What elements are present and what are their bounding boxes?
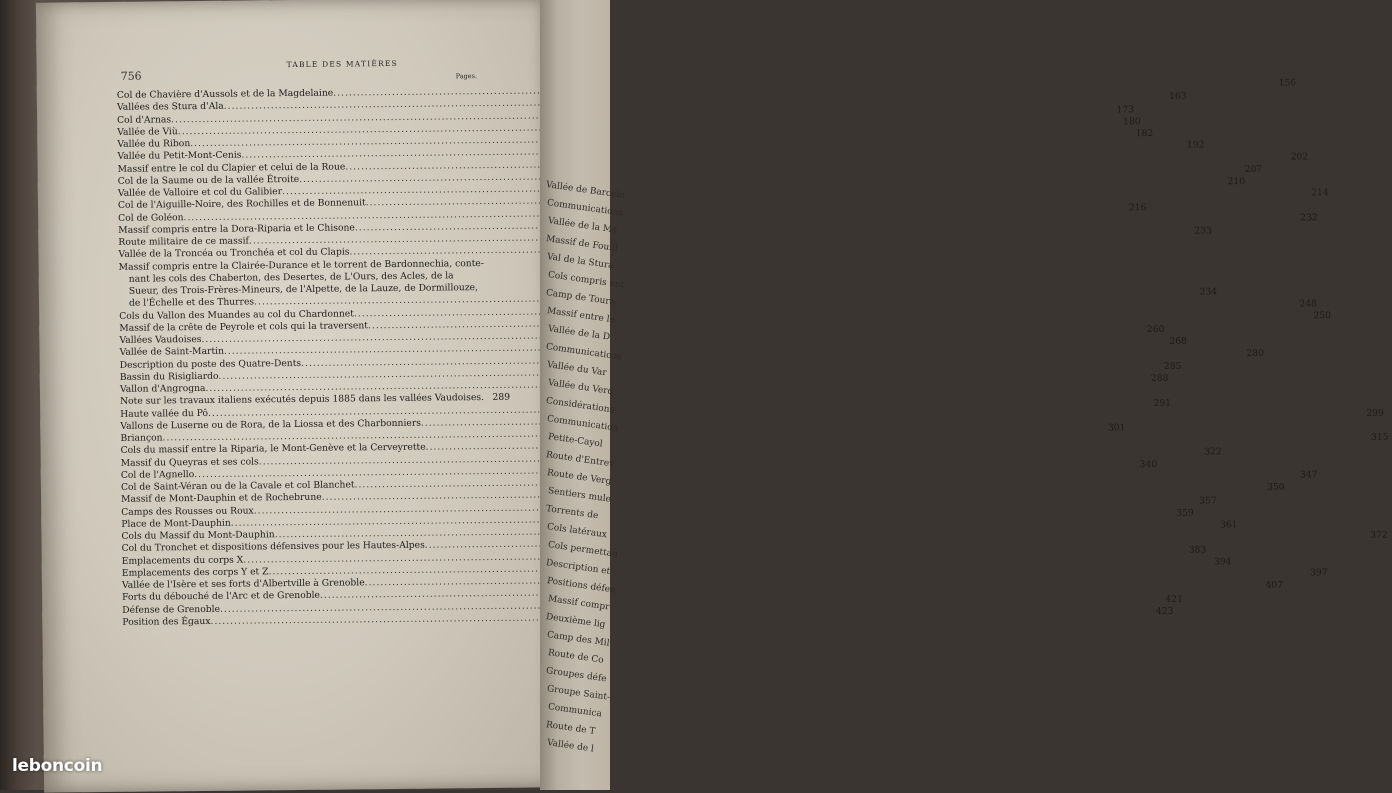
toc-entry-title: Haute vallée du Pô [120, 407, 208, 419]
toc-entry-page: 357 [1191, 495, 1217, 506]
facing-page-text-fragment: Communication [546, 414, 619, 434]
facing-page-text-fragment: Positions défen [546, 576, 616, 596]
toc-entry-page: 214 [1303, 187, 1329, 198]
toc-entry-page: 322 [1196, 446, 1222, 457]
toc-entry-title: Col de la Saume ou de la vallée Étroite [118, 174, 300, 187]
facing-page-edge [540, 0, 610, 790]
facing-page-text-fragment: Vallée du Var [546, 360, 607, 378]
toc-entry-title: Emplacements des corps Y et Z [122, 566, 269, 579]
toc-entry-title: Sueur, des Trois-Frères-Mineurs, de l'Alpette, de la Lauze, de Dormillouze, [129, 282, 478, 297]
toc-entry-page: 372 [1362, 530, 1388, 541]
toc-entry-title: Col du Tronchet et dispositions défensives pour les Hautes-Alpes [122, 540, 425, 554]
toc-entry-title: Col de l'Aiguille-Noire, des Rochilles et de Bonnenuit [118, 197, 366, 211]
facing-page-text-fragment: Description et [545, 558, 610, 577]
photo-scene [0, 0, 593, 790]
toc-entry-title: Massif entre le col du Clapier et celui de la Roue [118, 161, 346, 174]
facing-page-text-fragment: Massif compr [547, 594, 610, 613]
facing-page-text-fragment: Deuxième lig [545, 612, 606, 630]
toc-entry-title: Forts du débouché de l'Arc et de Grenoble [122, 590, 320, 603]
toc-entry-page: 394 [1205, 556, 1231, 567]
facing-page-text-fragment: Route de T [545, 720, 596, 737]
toc-entry-page: 280 [1238, 347, 1264, 358]
toc-entry-title: Route militaire de ce massif [118, 235, 249, 247]
toc-entry-page: 216 [1120, 202, 1146, 213]
toc-entry-title: Place de Mont-Dauphin [121, 517, 231, 529]
toc-entry-title: Vallées des Stura d'Ala [117, 101, 224, 113]
facing-page-text-fragment: Camp de Tourn [545, 288, 616, 308]
facing-page-text-fragment: Communica [547, 702, 602, 719]
toc-entry-title: Bassin du Risigliardo [120, 371, 219, 383]
toc-entry-page: 268 [1161, 336, 1187, 347]
toc-entry-page: 182 [1127, 128, 1153, 139]
toc-entry-page: 361 [1212, 519, 1238, 530]
toc-entry-page: 232 [1292, 212, 1318, 223]
facing-page-text-fragment: Cols compris ent [547, 270, 624, 291]
toc-entry-title: Col de Saint-Véran ou de la Cavale et col Blanchet [121, 479, 355, 492]
toc-entry-title: Vallée de Valloire et col du Galibier [118, 186, 282, 199]
facing-page-text-fragment: Massif de Fouill [545, 234, 618, 254]
toc-entry-page: 301 [1099, 422, 1125, 433]
toc-entry-page: 260 [1138, 324, 1164, 335]
toc-entry-page: 397 [1302, 567, 1328, 578]
toc-entry-page: 173 [1108, 104, 1134, 115]
facing-page-text-fragment: Val de la Stura [546, 252, 614, 271]
toc-entry-title: Massif du Queyras et ses cols [121, 456, 259, 468]
toc-entry-page: 299 [1358, 407, 1384, 418]
toc-entry-title: Briançon [120, 432, 162, 443]
toc-entry-page: 347 [1291, 469, 1317, 480]
toc-entry-title: de l'Échelle et des Thurres [129, 297, 254, 309]
facing-page-text-fragment: Massif entre le [546, 306, 615, 325]
toc-entry-page: 289 [484, 392, 510, 403]
toc-entry-title: Vallée du Ribon [117, 138, 190, 150]
facing-page-text-fragment: Vallée de l [546, 738, 594, 754]
toc-entry-page: 421 [1157, 593, 1183, 604]
facing-page-text-fragment: Vallée de la D [547, 324, 610, 343]
toc-entry-page: 202 [1282, 151, 1308, 162]
toc-entry-title: Cols du massif entre la Riparia, le Mont-Genève et la Cerveyrette [121, 442, 426, 456]
facing-page-text-fragment: Cols permettan [547, 540, 618, 560]
toc-entry-title: Position des Égaux [122, 616, 210, 628]
toc-entry-page: 156 [1270, 77, 1296, 88]
toc-entry-title: Col de l'Agnello [121, 469, 195, 481]
table-of-contents [36, 0, 554, 793]
toc-entry-page: 288 [1142, 373, 1168, 384]
toc-entry-title: Note sur les travaux italiens exécutés depuis 1885 dans les vallées Vaudoises. [120, 392, 484, 407]
toc-entry-page: 207 [1236, 164, 1262, 175]
toc-entry-title: Col d'Arnas [117, 114, 171, 126]
toc-entry-page: 407 [1257, 580, 1283, 591]
facing-page-text-fragment: Communications [546, 198, 623, 219]
toc-entry-title: Vallée de la Troncéa ou Tronchéa et col du Clapis [118, 247, 349, 260]
toc-entry-title: Massif compris entre la Dora-Riparia et le Chisone [118, 222, 355, 235]
facing-page-text-fragment: Camp des Mil [546, 630, 610, 649]
toc-entry-title: Vallée de l'Isère et ses forts d'Albertville à Grenoble [122, 577, 365, 591]
facing-page-text-fragment: Groupe Saint- [546, 684, 610, 703]
toc-entry [122, 613, 488, 628]
facing-page-text-fragment: Groupes défe [545, 666, 607, 684]
page-number: 756 [121, 70, 142, 83]
toc-entry-page: 359 [1168, 507, 1194, 518]
toc-entry-title: Vallée de Viù [117, 126, 178, 138]
facing-page-text-fragment: Communications [545, 342, 622, 363]
toc-entry-page: 210 [1219, 176, 1245, 187]
facing-page-text-fragment: Vallée du Verd [547, 378, 614, 397]
facing-page-text-fragment: Considérations [545, 396, 614, 415]
facing-page-text-fragment: Vallée de la Ma [547, 216, 618, 236]
toc-entry-page: 350 [1259, 482, 1285, 493]
toc-entry-page: 234 [1191, 287, 1217, 298]
toc-entry-title: Massif de la crête de Peyrole et cols qui la traversent [119, 320, 368, 334]
toc-entry-page: 285 [1155, 360, 1181, 371]
toc-entry-title: Description du poste des Quatre-Dents [120, 357, 302, 370]
toc-entry-title: Cols du Vallon des Muandes au col du Chardonnet [119, 308, 354, 321]
toc-entry-title: Vallées Vaudoises [119, 334, 201, 346]
facing-page-text-fragment: Route de Verg [546, 468, 612, 487]
toc-entry-page: 315 [1363, 432, 1389, 443]
toc-entry-title: Col de Goléon [118, 212, 183, 224]
toc-entry-page: 248 [1291, 298, 1317, 309]
toc-entry-title: Défense de Grenoble [122, 603, 220, 615]
toc-entry-page: 163 [1161, 91, 1187, 102]
facing-page-text-fragment: Petite-Cayol [547, 432, 603, 450]
toc-entry-page: 423 [1147, 606, 1173, 617]
toc-entry-title: Massif compris entre la Clairée-Durance et le torrent de Bardonnechia, conte- [119, 258, 484, 273]
toc-entry-page: 192 [1178, 140, 1204, 151]
facing-page-text-fragment: Vallée de Barcelo [545, 180, 625, 201]
book-page [36, 0, 554, 793]
facing-page-text-fragment: Cols latéraux [546, 522, 607, 540]
toc-entry-page: 340 [1131, 459, 1157, 470]
page-header-title: TABLE DES MATIÈRES [286, 59, 397, 69]
facing-page-text-fragment: Sentiers mule [547, 486, 611, 505]
leboncoin-watermark: leboncoin [12, 756, 102, 776]
toc-entry-title: Cols du Massif du Mont-Dauphin [121, 529, 274, 542]
toc-entry-page: 250 [1305, 310, 1331, 321]
toc-entry-title: Col de Chavière d'Aussols et de la Magdelaine [117, 88, 333, 101]
facing-page-text-fragment: Route de Co [547, 648, 604, 666]
toc-entry-page: 383 [1180, 544, 1206, 555]
facing-page-text-fragment: Torrents de [545, 504, 599, 521]
toc-entry-title: nant les cols des Chaberton, des Desertes, de L'Ours, des Acles, de la [129, 270, 454, 284]
toc-entry-title: Vallon d'Angrogna [120, 383, 206, 395]
toc-entry-title: Emplacements du corps X [122, 554, 244, 566]
pages-column-label: Pages. [456, 72, 477, 80]
toc-entry-title: Camps des Rousses ou Roux [121, 505, 254, 517]
toc-entry-title: Vallée du Petit-Mont-Cenis [117, 150, 241, 162]
facing-page-text-fragment: Route d'Entrev [545, 450, 614, 469]
toc-entry-page: 233 [1186, 225, 1212, 236]
toc-entry-title: Vallons de Luserne ou de Rora, de la Liossa et des Charbonniers [120, 417, 421, 431]
toc-entry-page: 291 [1145, 397, 1171, 408]
toc-entry-title: Vallée de Saint-Martin [119, 346, 224, 358]
toc-entry-title: Massif de Mont-Dauphin et de Rochebrune [121, 492, 322, 505]
toc-entry-page: 180 [1115, 116, 1141, 127]
